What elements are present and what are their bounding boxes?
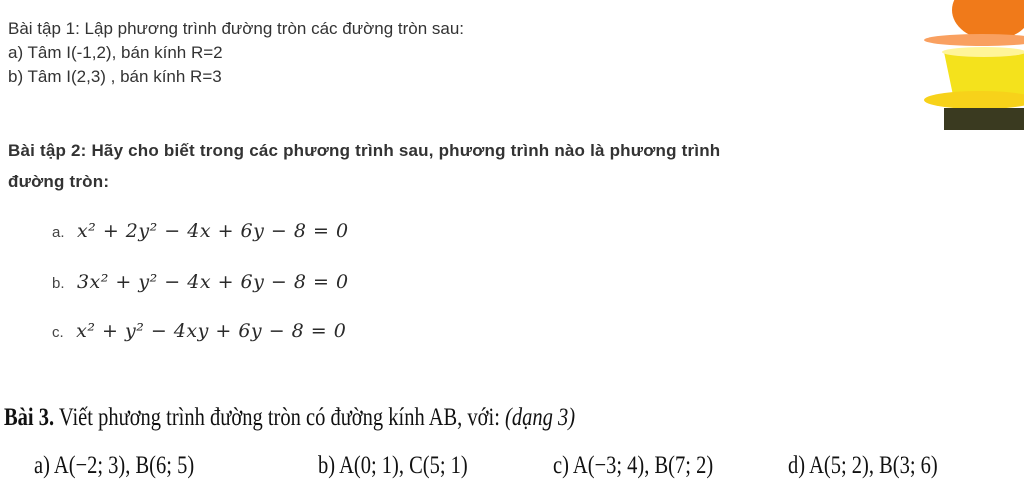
exercise-1-item-b: b) Tâm I(2,3) , bán kính R=3 <box>8 67 222 86</box>
exercise-3-number: Bài 3. <box>4 404 55 431</box>
exercise-2-title-line2: đường tròn: <box>8 172 110 191</box>
exercise-3-title <box>4 404 575 432</box>
equation-row-c <box>52 320 346 342</box>
equation-row-a <box>52 220 349 242</box>
equation-label: c. <box>52 324 64 341</box>
equation-label: a. <box>52 224 65 241</box>
exercise-3-item-a: a) A(−2; 3), B(6; 5) <box>34 452 195 479</box>
decorative-cups-image <box>914 0 1024 130</box>
equation-expression: x² + 2y² − 4x + 6y − 8 = 0 <box>76 220 349 242</box>
exercise-3-text: Viết phương trình đường tròn có đường kính AB, với: <box>58 404 500 431</box>
exercise-3-type: (dạng 3) <box>505 404 576 431</box>
exercise-1-item-a: a) Tâm I(-1,2), bán kính R=2 <box>8 43 223 62</box>
exercise-2-title-line1: Bài tập 2: Hãy cho biết trong các phương trình sau, phương trình nào là phương trình <box>8 141 721 160</box>
exercise-3-item-d: d) A(5; 2), B(3; 6) <box>788 452 938 479</box>
equation-expression: x² + y² − 4xy + 6y − 8 = 0 <box>76 320 347 342</box>
equation-expression: 3x² + y² − 4x + 6y − 8 = 0 <box>76 271 349 293</box>
exercise-1-title: Bài tập 1: Lập phương trình đường tròn các đường tròn sau: <box>8 19 465 38</box>
equation-label: b. <box>52 275 65 292</box>
exercise-3-item-c: c) A(−3; 4), B(7; 2) <box>553 452 714 479</box>
equation-row-b <box>52 271 349 293</box>
exercise-3-item-b: b) A(0; 1), C(5; 1) <box>318 452 468 479</box>
